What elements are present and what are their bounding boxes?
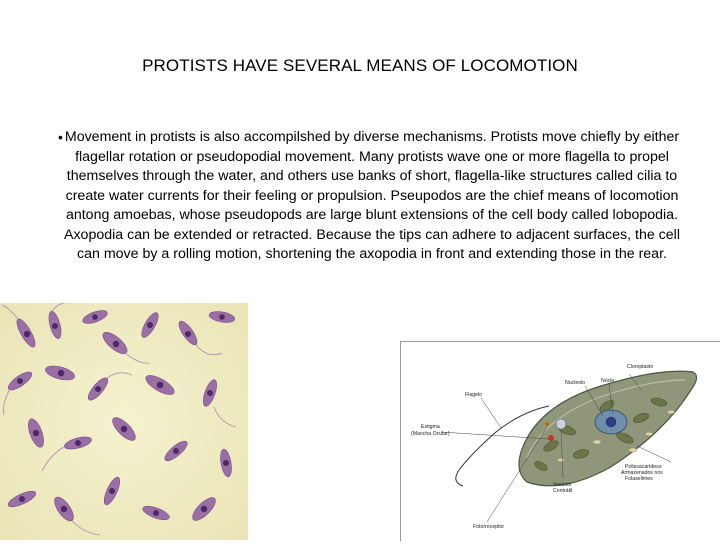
label-estigma-sub: (Mancha Ocular) (411, 431, 450, 437)
euglena-diagram-frame (400, 341, 720, 541)
body-text: Movement in protists is also accompilshed by diverse mechanisms. Protists move chiefly by either flagellar rotation or pseudopodial movement. Many protists wave one or more flagella to propel themselves through the water, and others use banks of short, flagella-like structures called cilia to create water currents for their feeling or propulsion. Pseupodos are the chief means of locomotion antong amoebas, whose pseudopods are large blunt extensions of the cell body called lobopodia. Axopodia can be extended or retracted. Because the tips can adhere to adjacent surfaces, the cell can move by a rolling motion, shortening the axopodia in front and extending those in the rear. (64, 129, 680, 262)
bullet-paragraph (58, 128, 686, 265)
eyespot (548, 435, 554, 441)
label-cloroplasto: Cloroplasto (627, 364, 654, 370)
contractile-vacuole (556, 419, 566, 429)
label-vacuolo-sub: Contrátil (553, 488, 573, 494)
label-nucleo: Núcle (601, 378, 615, 384)
label-vacuolo: Vacúolo (553, 482, 572, 488)
label-estigma: Estigma (421, 424, 440, 430)
label-flagelo: Flagelo (465, 392, 483, 398)
label-nucleolo: Nucleolo (565, 380, 586, 386)
slide-title: PROTISTS HAVE SEVERAL MEANS OF LOCOMOTION (142, 56, 578, 75)
protist-micrograph (0, 303, 248, 540)
label-polissacaridos-sub2: Folaselimes (625, 476, 653, 482)
label-polissacaridos-sub1: Armazenados nos (621, 470, 663, 476)
bullet-marker: • (58, 129, 63, 145)
nucleolus (606, 417, 616, 427)
photoreceptor (545, 422, 549, 426)
euglena-diagram (401, 342, 720, 541)
label-polissacaridos: Polissacarídeos (625, 464, 662, 470)
label-fotorreceptor: Fotorreceptor (473, 524, 505, 530)
